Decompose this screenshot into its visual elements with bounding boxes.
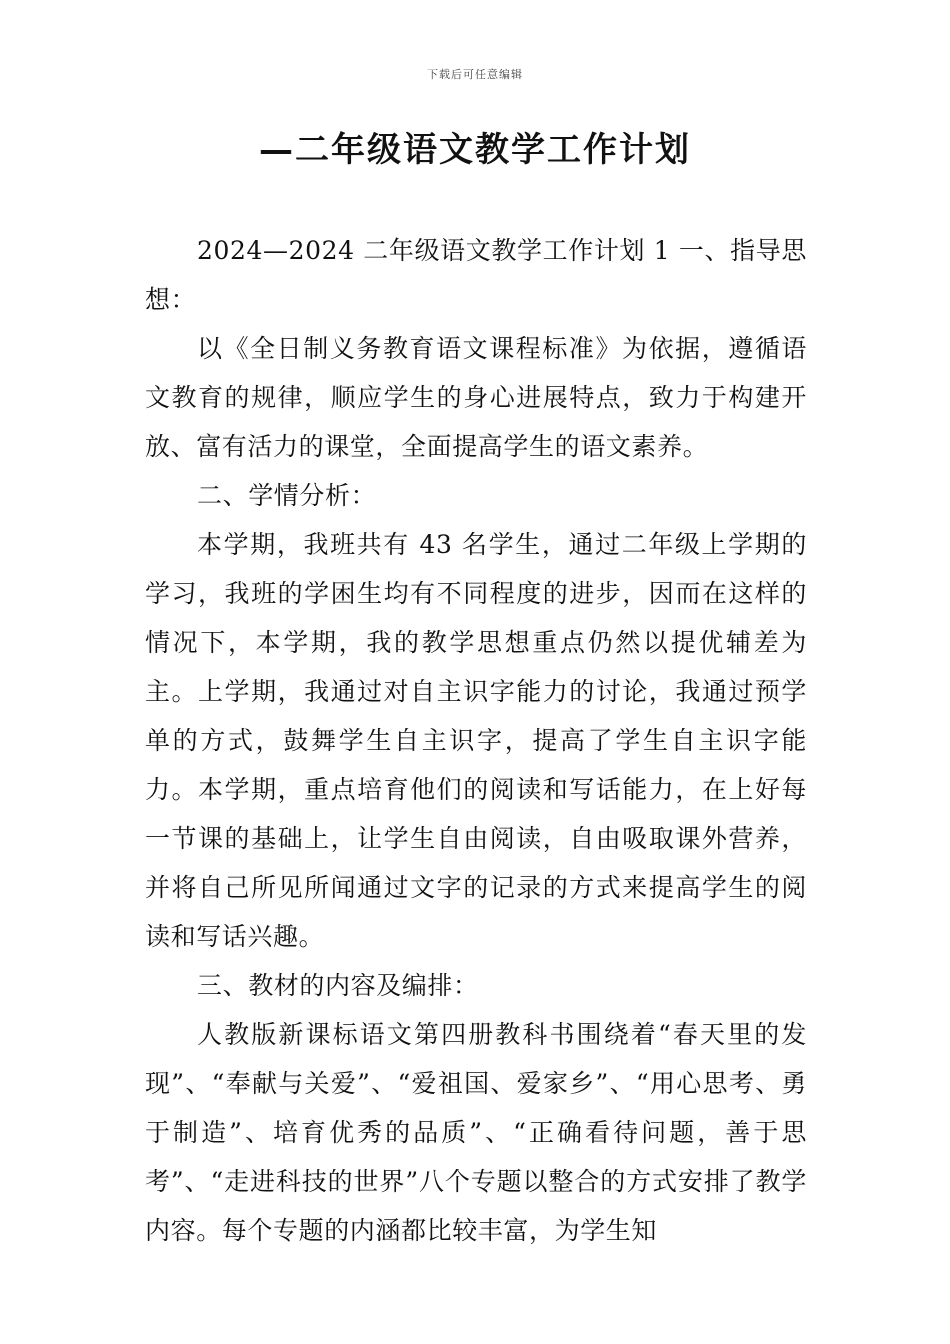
- paragraph-heading-textbook: 三、教材的内容及编排：: [197, 971, 479, 1000]
- paragraph-textbook-content: 人教版新课标语文第四册教科书围绕着“春天里的发现”、“奉献与关爱”、“爱祖国、爱家乡”、“用心思考、勇于制造”、培育优秀的品质”、“正确看待问题，善于思考”、“走进科技的世界”八个专题以整合的方式安排了教学内容。每个专题的内涵都比较丰富，为学生知: [145, 1020, 807, 1245]
- paragraph-student-analysis: 本学期，我班共有 43 名学生，通过二年级上学期的学习，我班的学困生均有不同程度的进步，因而在这样的情况下，本学期，我的教学思想重点仍然以提优辅差为主。上学期，我通过对自主识字能力的讨论，我通过预学单的方式，鼓舞学生自主识字，提高了学生自主识字能力。本学期，重点培育他们的阅读和写话能力，在上好每一节课的基础上，让学生自由阅读，自由吸取课外营养，并将自己所见所闻通过文字的记录的方式来提高学生的阅读和写话兴趣。: [145, 530, 807, 951]
- document-body: [145, 226, 807, 1255]
- paragraph-intro: 2024—2024 二年级语文教学工作计划 1 一、指导思想：: [145, 236, 807, 314]
- paragraph-heading-analysis: 二、学情分析：: [197, 481, 377, 510]
- page-header-note: 下载后可任意编辑: [427, 68, 523, 81]
- paragraph-guiding-thought: 以《全日制义务教育语文课程标准》为依据，遵循语文教育的规律，顺应学生的身心进展特点，致力于构建开放、富有活力的课堂，全面提高学生的语文素养。: [145, 334, 807, 461]
- document-title: —二年级语文教学工作计划: [259, 130, 691, 170]
